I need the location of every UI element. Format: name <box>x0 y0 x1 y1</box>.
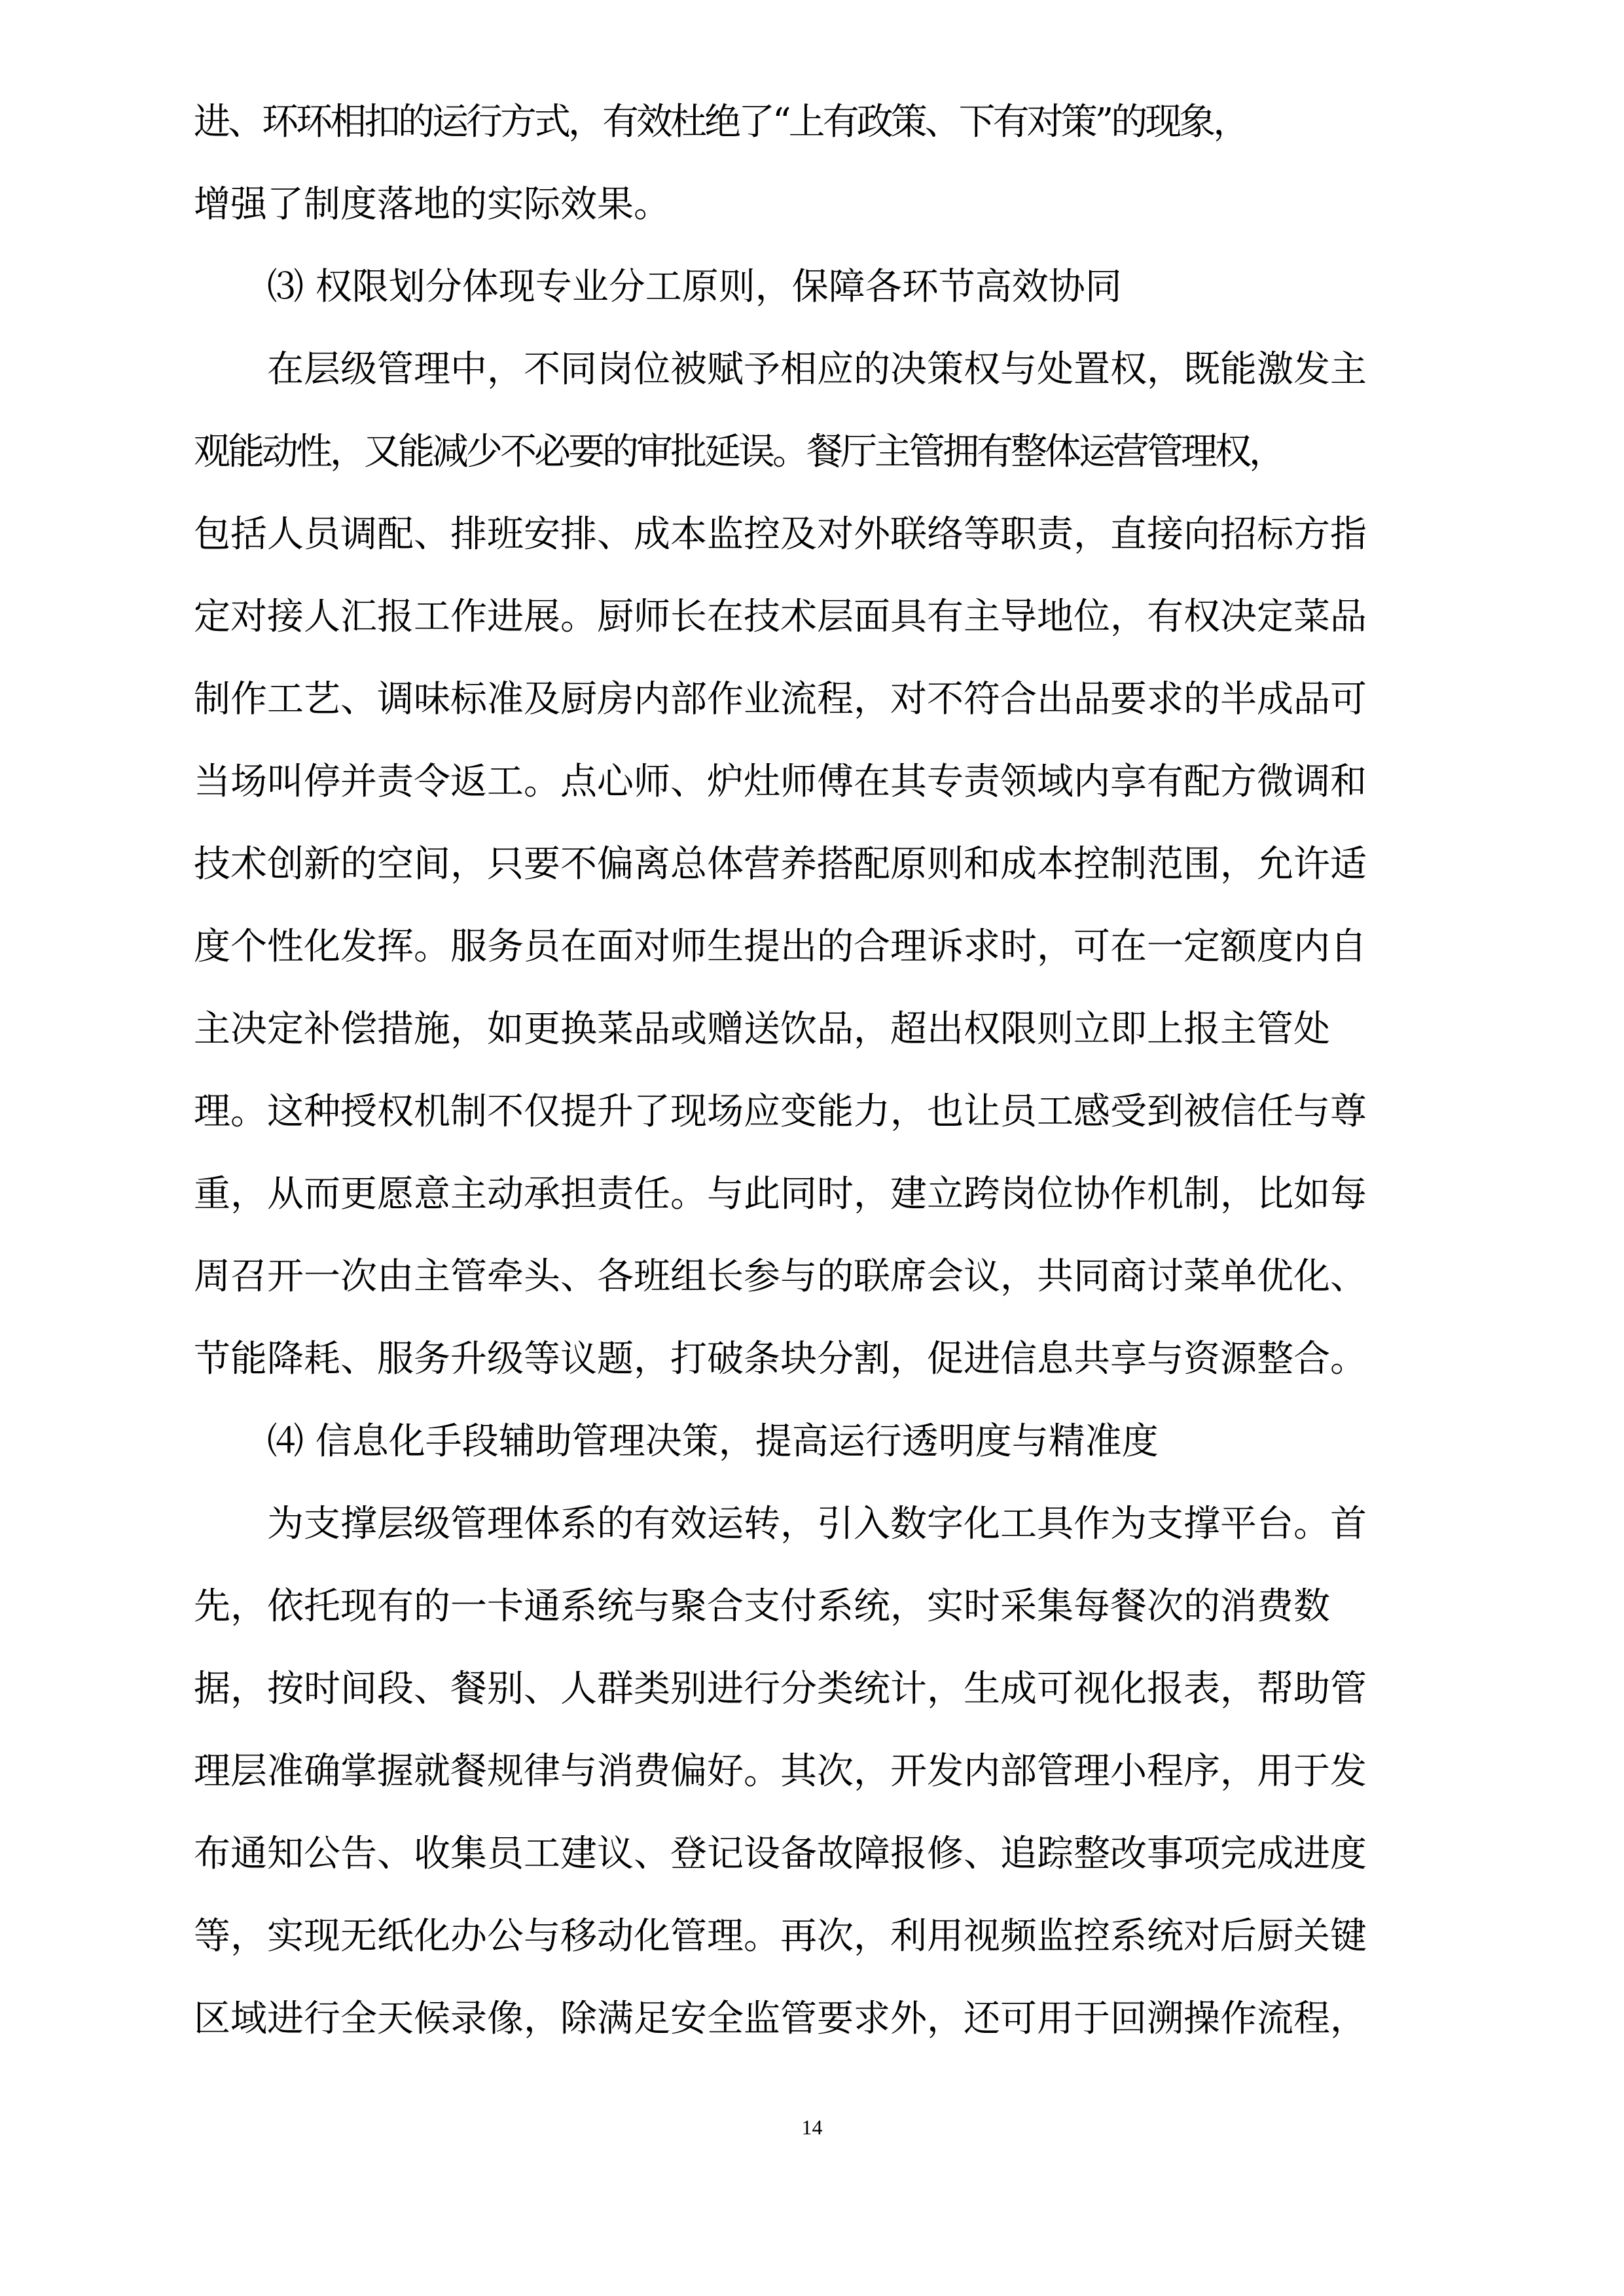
text-line: 重，从而更愿意主动承担责任。与此同时，建立跨岗位协作机制，比如每 <box>194 1173 1367 1215</box>
text-line: 进、环环相扣的运行方式，有效杜绝了“上有政策、下有对策”的现象， <box>194 101 1248 143</box>
text-line: 布通知公告、收集员工建议、登记设备故障报修、追踪整改事项完成进度 <box>194 1833 1367 1875</box>
section-heading: ⑷ 信息化手段辅助管理决策，提高运行透明度与精准度 <box>267 1420 1159 1463</box>
text-line: 理。这种授权机制不仅提升了现场应变能力，也让员工感受到被信任与尊 <box>194 1090 1367 1133</box>
text-line: 为支撑层级管理体系的有效运转，引入数字化工具作为支撑平台。首 <box>267 1503 1367 1545</box>
text-line: 据，按时间段、餐别、人群类别进行分类统计，生成可视化报表，帮助管 <box>194 1668 1367 1710</box>
text-line: 理层准确掌握就餐规律与消费偏好。其次，开发内部管理小程序，用于发 <box>194 1750 1367 1793</box>
text-line: 主决定补偿措施，如更换菜品或赠送饮品，超出权限则立即上报主管处 <box>194 1008 1330 1050</box>
text-line: 观能动性，又能减少不必要的审批延误。餐厅主管拥有整体运营管理权， <box>194 431 1283 473</box>
text-line: 在层级管理中，不同岗位被赋予相应的决策权与处置权，既能激发主 <box>267 348 1367 391</box>
text-line: 当场叫停并责令返工。点心师、炉灶师傅在其专责领域内享有配方微调和 <box>194 761 1367 803</box>
text-line: 增强了制度落地的实际效果。 <box>194 183 670 226</box>
text-line: 技术创新的空间，只要不偏离总体营养搭配原则和成本控制范围，允许适 <box>194 843 1367 886</box>
body-text <box>194 81 1430 2060</box>
text-line: 包括人员调配、排班安排、成本监控及对外联络等职责，直接向招标方指 <box>194 513 1367 556</box>
text-line: 区域进行全天候录像，除满足安全监管要求外，还可用于回溯操作流程， <box>194 1998 1367 2040</box>
text-line: 周召开一次由主管牵头、各班组长参与的联席会议，共同商讨菜单优化、 <box>194 1255 1367 1298</box>
text-line: 等，实现无纸化办公与移动化管理。再次，利用视频监控系统对后厨关键 <box>194 1915 1367 1958</box>
page-number: 14 <box>801 2115 823 2139</box>
section-heading: ⑶ 权限划分体现专业分工原则，保障各环节高效协同 <box>267 266 1122 308</box>
text-line: 先，依托现有的一卡通系统与聚合支付系统，实时采集每餐次的消费数 <box>194 1585 1330 1628</box>
text-line: 制作工艺、调味标准及厨房内部作业流程，对不符合出品要求的半成品可 <box>194 678 1367 721</box>
text-line: 定对接人汇报工作进展。厨师长在技术层面具有主导地位，有权决定菜品 <box>194 596 1367 638</box>
text-line: 度个性化发挥。服务员在面对师生提出的合理诉求时，可在一定额度内自 <box>194 925 1367 968</box>
text-line: 节能降耗、服务升级等议题，打破条块分割，促进信息共享与资源整合。 <box>194 1338 1367 1380</box>
